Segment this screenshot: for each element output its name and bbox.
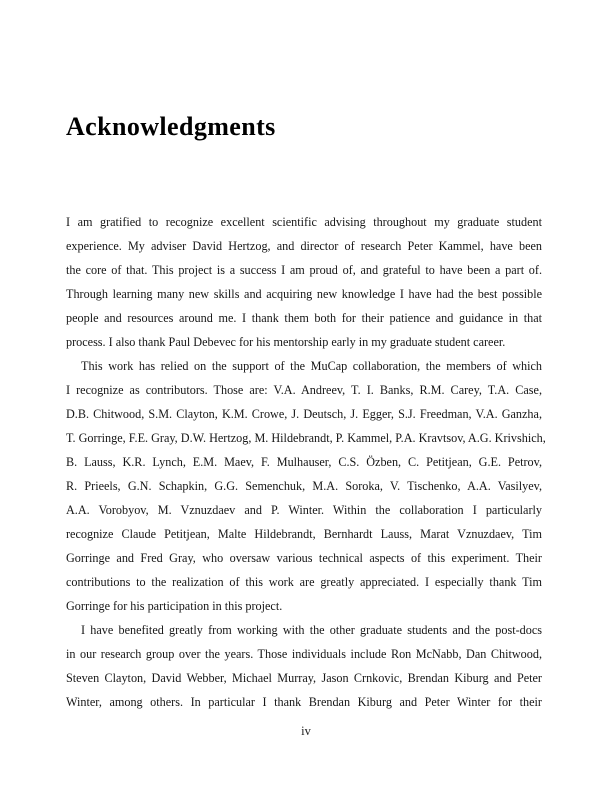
text-line: I am gratified to recognize excellent scientific advising throughout my graduate student bbox=[66, 215, 542, 229]
page-title: Acknowledgments bbox=[66, 112, 276, 141]
text-line: experience. My adviser David Hertzog, and director of research Peter Kammel, have been bbox=[66, 239, 542, 253]
text-line: Gorringe for his participation in this project. bbox=[66, 599, 283, 613]
text-line: Gorringe and Fred Gray, who oversaw various technical aspects of this experiment. Their bbox=[66, 551, 542, 565]
text-line: D.B. Chitwood, S.M. Clayton, K.M. Crowe, J. Deutsch, J. Egger, S.J. Freedman, V.A. Ganzha, bbox=[66, 407, 542, 421]
document-body bbox=[66, 210, 546, 714]
text-line: people and resources around me. I thank them both for their patience and guidance in that bbox=[66, 311, 542, 325]
text-line: contributions to the realization of this work are greatly appreciated. I especially thank Tim bbox=[66, 575, 542, 589]
text-line: T. Gorringe, F.E. Gray, D.W. Hertzog, M. Hildebrandt, P. Kammel, P.A. Kravtsov, A.G. Krivshich, bbox=[66, 431, 546, 445]
text-line: Steven Clayton, David Webber, Michael Murray, Jason Crnkovic, Brendan Kiburg and Peter bbox=[66, 671, 542, 685]
text-line: I recognize as contributors. Those are: V.A. Andreev, T. I. Banks, R.M. Carey, T.A. Case, bbox=[66, 383, 542, 397]
text-line: Through learning many new skills and acquiring new knowledge I have had the best possible bbox=[66, 287, 542, 301]
text-line: process. I also thank Paul Debevec for his mentorship early in my graduate student career. bbox=[66, 335, 506, 349]
text-line: B. Lauss, K.R. Lynch, E.M. Maev, F. Mulhauser, C.S. Özben, C. Petitjean, G.E. Petrov, bbox=[66, 455, 542, 469]
text-line: I have benefited greatly from working with the other graduate students and the post-docs bbox=[81, 623, 542, 637]
text-line: This work has relied on the support of the MuCap collaboration, the members of which bbox=[81, 359, 542, 373]
text-line: recognize Claude Petitjean, Malte Hildebrandt, Bernhardt Lauss, Marat Vznuzdaev, Tim bbox=[66, 527, 542, 541]
text-line: A.A. Vorobyov, M. Vznuzdaev and P. Winter. Within the collaboration I particularly bbox=[66, 503, 542, 517]
page-number: iv bbox=[301, 724, 311, 738]
text-line: R. Prieels, G.N. Schapkin, G.G. Semenchuk, M.A. Soroka, V. Tischenko, A.A. Vasilyev, bbox=[66, 479, 542, 493]
text-line: Winter, among others. In particular I thank Brendan Kiburg and Peter Winter for their bbox=[66, 695, 542, 709]
text-line: the core of that. This project is a success I am proud of, and grateful to have been a part of. bbox=[66, 263, 542, 277]
text-line: in our research group over the years. Those individuals include Ron McNabb, Dan Chitwood, bbox=[66, 647, 542, 661]
